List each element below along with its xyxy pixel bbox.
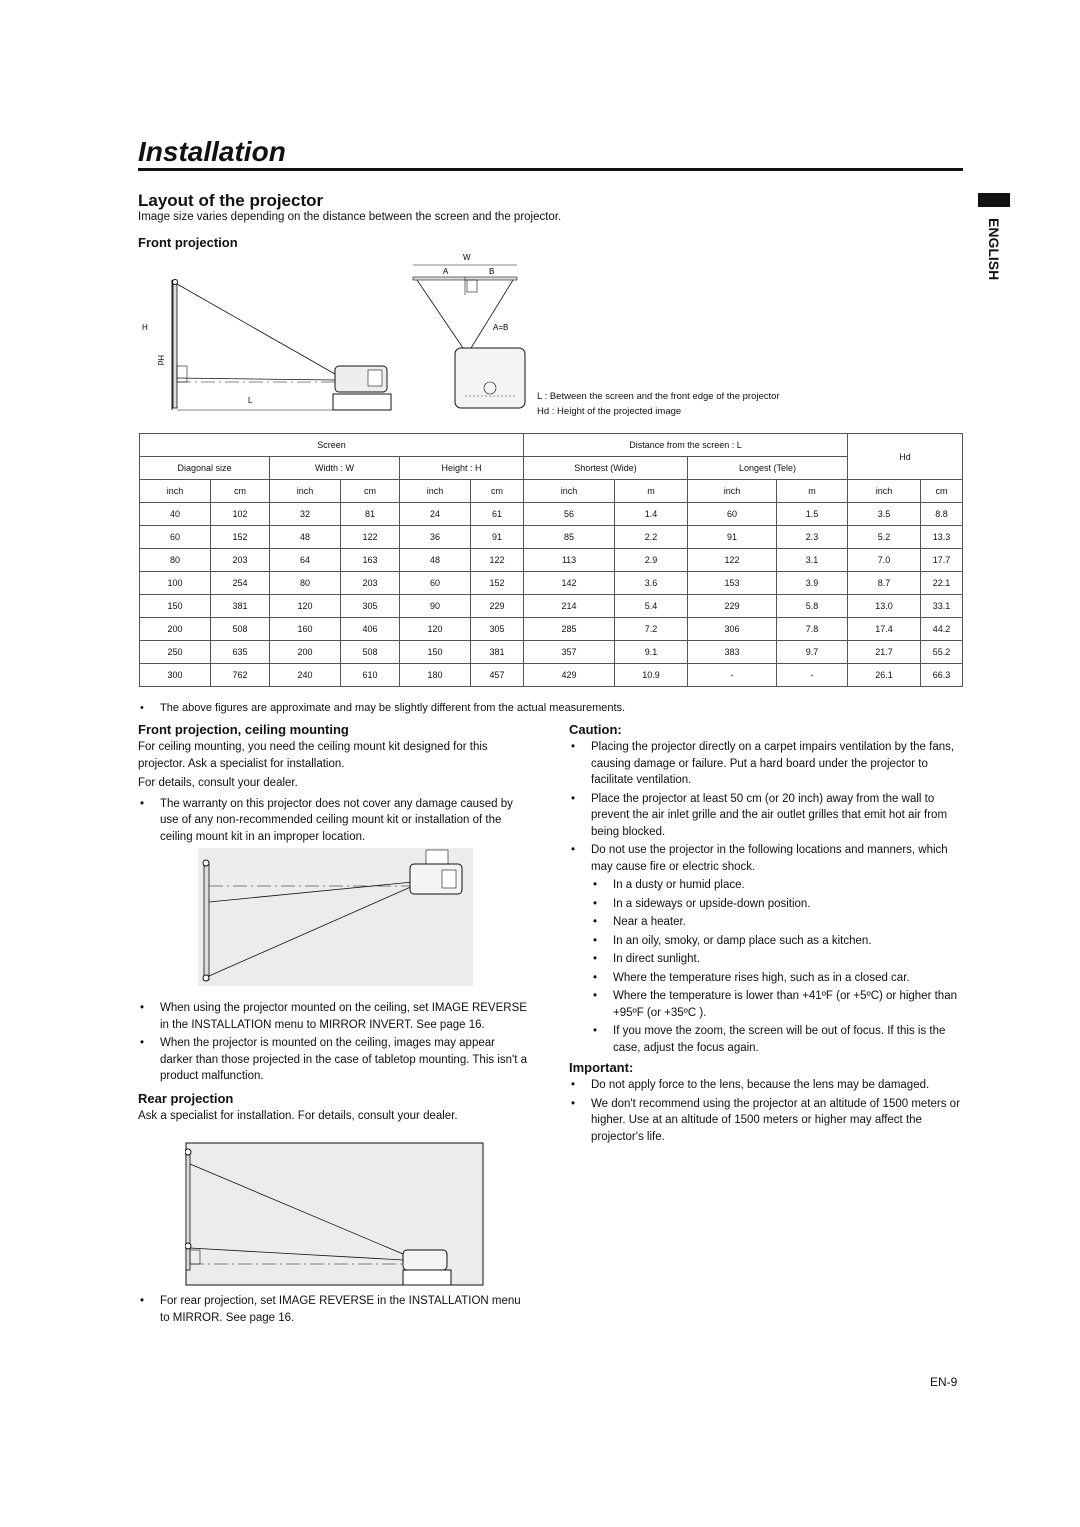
caution-text: Do not use the projector in the following locations and manners, which may cause fire or electric shock. — [591, 844, 948, 873]
table-cell: 142 — [524, 572, 615, 595]
table-cell: 203 — [211, 549, 270, 572]
ceiling-reverse-item — [138, 1000, 528, 1033]
caution-section — [569, 722, 964, 1145]
projection-distance-table — [139, 433, 963, 687]
important-text: We don't recommend using the projector at an altitude of 1500 meters or higher. Use at an altitude of 1500 meters or higher may affect the projector's life. — [591, 1097, 960, 1143]
table-cell: 5.8 — [777, 595, 848, 618]
table-cell: 762 — [211, 664, 270, 687]
location-item — [569, 933, 964, 950]
table-cell: 33.1 — [921, 595, 963, 618]
table-cell: 90 — [400, 595, 471, 618]
ceiling-bullets — [138, 1000, 528, 1124]
ceiling-warranty-item — [138, 796, 528, 846]
table-cell: 357 — [524, 641, 615, 664]
table-cell: 285 — [524, 618, 615, 641]
bullet: • — [593, 916, 598, 928]
units-row — [140, 480, 963, 503]
table-cell: 61 — [471, 503, 524, 526]
table-cell: 5.4 — [615, 595, 688, 618]
table-cell: 122 — [341, 526, 400, 549]
table-cell: 3.9 — [777, 572, 848, 595]
table-cell: 10.9 — [615, 664, 688, 687]
table-cell: 3.6 — [615, 572, 688, 595]
table-cell: 381 — [471, 641, 524, 664]
table-cell: 508 — [211, 618, 270, 641]
table-cell: 60 — [400, 572, 471, 595]
unit-cell: inch — [848, 480, 921, 503]
table-cell: 48 — [270, 526, 341, 549]
bullet: • — [571, 741, 576, 753]
label-l: L — [248, 396, 253, 405]
table-cell: 60 — [688, 503, 777, 526]
ceiling-reverse-text: When using the projector mounted on the ceiling, set IMAGE REVERSE in the INSTALLATION menu to MIRROR INVERT. See page 16. — [160, 1002, 527, 1031]
table-row — [140, 664, 963, 687]
bullet: • — [140, 1002, 145, 1014]
table-cell: 180 — [400, 664, 471, 687]
bullet: • — [140, 702, 144, 714]
table-cell: 3.1 — [777, 549, 848, 572]
header-distance: Distance from the screen : L — [524, 434, 848, 457]
bullet: • — [140, 797, 145, 810]
table-cell: 7.2 — [615, 618, 688, 641]
table-cell: 13.0 — [848, 595, 921, 618]
bullet: • — [593, 934, 598, 947]
table-cell: 122 — [471, 549, 524, 572]
bullet: • — [140, 1037, 145, 1049]
table-cell: 21.7 — [848, 641, 921, 664]
label-w: W — [463, 253, 471, 262]
header-width: Width : W — [270, 457, 400, 480]
table-cell: 150 — [400, 641, 471, 664]
bullet: • — [593, 990, 598, 1002]
bullet: • — [593, 953, 598, 965]
location-text: Where the temperature is lower than +41ºF (or +5ºC) or higher than +95ºF (or +35ºC ). — [613, 990, 957, 1019]
table-cell: - — [777, 664, 848, 687]
important-item — [569, 1096, 964, 1146]
table-row — [140, 641, 963, 664]
table-cell: 91 — [471, 526, 524, 549]
section-heading-layout: Layout of the projector — [138, 191, 324, 210]
location-item — [569, 914, 964, 931]
unit-cell: inch — [400, 480, 471, 503]
table-cell: 2.3 — [777, 526, 848, 549]
ceiling-p2: For details, consult your dealer. — [138, 777, 298, 789]
table-cell: 150 — [140, 595, 211, 618]
unit-cell: inch — [524, 480, 615, 503]
table-cell: 152 — [471, 572, 524, 595]
location-text: Near a heater. — [613, 916, 686, 928]
table-cell: 24 — [400, 503, 471, 526]
unit-cell: cm — [921, 480, 963, 503]
table-cell: 56 — [524, 503, 615, 526]
page-number: EN-9 — [930, 1375, 958, 1389]
location-item — [569, 951, 964, 968]
table-cell: 457 — [471, 664, 524, 687]
table-row — [140, 595, 963, 618]
front-projection-side-diagram — [130, 270, 400, 415]
unit-cell: inch — [688, 480, 777, 503]
page-title: Installation — [138, 136, 286, 167]
table-cell: 160 — [270, 618, 341, 641]
table-cell: 203 — [341, 572, 400, 595]
table-cell: 635 — [211, 641, 270, 664]
bullet: • — [571, 792, 576, 805]
table-cell: 91 — [688, 526, 777, 549]
table-cell: 66.3 — [921, 664, 963, 687]
table-cell: 122 — [688, 549, 777, 572]
language-label: ENGLISH — [986, 218, 1002, 281]
title-rule — [138, 168, 963, 171]
table-cell: 8.8 — [921, 503, 963, 526]
header-screen: Screen — [140, 434, 524, 457]
rear-bullet-block — [138, 1293, 528, 1326]
table-cell: 80 — [270, 572, 341, 595]
table-cell: 13.3 — [921, 526, 963, 549]
table-cell: 300 — [140, 664, 211, 687]
table-cell: 508 — [341, 641, 400, 664]
ceiling-warranty-text: The warranty on this projector does not cover any damage caused by use of any non-recommended ceiling mount kit or installation of the ceiling mount kit in an improper location. — [160, 797, 513, 843]
location-text: In a sideways or upside-down position. — [613, 897, 811, 910]
caution-text: Place the projector at least 50 cm (or 20 inch) away from the wall to prevent the air inlet grille and the air outlet grilles that emit hot air from being blocked. — [591, 792, 948, 838]
label-h: H — [142, 323, 148, 332]
table-cell: 22.1 — [921, 572, 963, 595]
unit-cell: m — [777, 480, 848, 503]
table-cell: 153 — [688, 572, 777, 595]
bullet: • — [571, 844, 576, 856]
label-a: A — [443, 267, 449, 276]
table-cell: 120 — [400, 618, 471, 641]
location-text: In direct sunlight. — [613, 953, 700, 965]
table-cell: 229 — [688, 595, 777, 618]
bullet: • — [593, 879, 598, 891]
table-row — [140, 549, 963, 572]
front-projection-top-diagram — [405, 250, 535, 412]
label-hd: Hd — [156, 355, 165, 366]
table-cell: 240 — [270, 664, 341, 687]
table-cell: 102 — [211, 503, 270, 526]
table-cell: 26.1 — [848, 664, 921, 687]
table-cell: 429 — [524, 664, 615, 687]
language-tab-marker — [978, 193, 1010, 207]
unit-cell: cm — [471, 480, 524, 503]
ceiling-mount-diagram — [198, 848, 473, 988]
caution-item — [569, 842, 964, 875]
rear-item — [138, 1293, 528, 1326]
bullet: • — [593, 1025, 598, 1037]
table-cell: 44.2 — [921, 618, 963, 641]
table-cell: - — [688, 664, 777, 687]
table-cell: 2.2 — [615, 526, 688, 549]
unit-cell: m — [615, 480, 688, 503]
header-longest: Longest (Tele) — [688, 457, 848, 480]
bullet: • — [571, 1097, 576, 1110]
ceiling-darker-text: When the projector is mounted on the ceiling, images may appear darker than those projected in the case of tabletop mounting. This isn't a product malfunction. — [160, 1037, 528, 1082]
table-row — [140, 526, 963, 549]
table-cell: 306 — [688, 618, 777, 641]
location-item — [569, 970, 964, 987]
table-cell: 64 — [270, 549, 341, 572]
table-cell: 1.4 — [615, 503, 688, 526]
rear-text: For rear projection, set IMAGE REVERSE in the INSTALLATION menu to MIRROR. See page 16. — [160, 1295, 521, 1324]
table-cell: 610 — [341, 664, 400, 687]
table-cell: 17.4 — [848, 618, 921, 641]
header-height: Height : H — [400, 457, 524, 480]
unit-cell: inch — [270, 480, 341, 503]
focus-text: If you move the zoom, the screen will be out of focus. If this is the case, adjust the focus again. — [613, 1025, 946, 1054]
rear-p1: Ask a specialist for installation. For details, consult your dealer. — [138, 1109, 458, 1122]
table-cell: 40 — [140, 503, 211, 526]
label-b: B — [489, 267, 495, 276]
header-diagonal: Diagonal size — [140, 457, 270, 480]
table-cell: 3.5 — [848, 503, 921, 526]
table-cell: 113 — [524, 549, 615, 572]
label-ab: A=B — [493, 323, 509, 332]
ceiling-heading: Front projection, ceiling mounting — [138, 722, 349, 737]
rear-projection-diagram — [185, 1142, 485, 1287]
table-cell: 9.7 — [777, 641, 848, 664]
table-cell: 17.7 — [921, 549, 963, 572]
table-cell: 100 — [140, 572, 211, 595]
location-text: In an oily, smoky, or damp place such as a kitchen. — [613, 934, 872, 947]
table-row — [140, 572, 963, 595]
focus-item — [569, 1023, 964, 1056]
table-cell: 163 — [341, 549, 400, 572]
caution-heading: Caution: — [569, 722, 622, 737]
bullet: • — [571, 1079, 576, 1091]
table-cell: 1.5 — [777, 503, 848, 526]
header-hd: Hd — [848, 434, 963, 480]
caution-text: Placing the projector directly on a carpet impairs ventilation by the fans, causing damage or failure. Put a hard board under the projector to facilitate ventilation. — [591, 741, 955, 786]
table-cell: 120 — [270, 595, 341, 618]
table-cell: 305 — [341, 595, 400, 618]
unit-cell: inch — [140, 480, 211, 503]
table-cell: 2.9 — [615, 549, 688, 572]
table-cell: 406 — [341, 618, 400, 641]
caution-item — [569, 791, 964, 841]
table-note-text: The above figures are approximate and may be slightly different from the actual measurements. — [160, 702, 626, 714]
table-row — [140, 503, 963, 526]
table-cell: 81 — [341, 503, 400, 526]
table-cell: 5.2 — [848, 526, 921, 549]
ceiling-p1: For ceiling mounting, you need the ceiling mount kit designed for this projector. Ask a specialist for installation. — [138, 741, 488, 770]
table-cell: 7.0 — [848, 549, 921, 572]
unit-cell: cm — [211, 480, 270, 503]
table-cell: 250 — [140, 641, 211, 664]
location-text: Where the temperature rises high, such as in a closed car. — [613, 971, 910, 984]
legend-l: L : Between the screen and the front edge of the projector — [537, 391, 780, 402]
table-cell: 32 — [270, 503, 341, 526]
important-text: Do not apply force to the lens, because the lens may be damaged. — [591, 1079, 930, 1091]
table-cell: 9.1 — [615, 641, 688, 664]
table-cell: 305 — [471, 618, 524, 641]
legend-hd: Hd : Height of the projected image — [537, 406, 682, 417]
table-cell: 229 — [471, 595, 524, 618]
table-cell: 85 — [524, 526, 615, 549]
table-cell: 55.2 — [921, 641, 963, 664]
location-item — [569, 988, 964, 1021]
unit-cell: cm — [341, 480, 400, 503]
header-shortest: Shortest (Wide) — [524, 457, 688, 480]
rear-heading: Rear projection — [138, 1090, 234, 1106]
table-cell: 60 — [140, 526, 211, 549]
table-cell: 36 — [400, 526, 471, 549]
table-cell: 80 — [140, 549, 211, 572]
language-tab — [966, 218, 1010, 294]
table-cell: 48 — [400, 549, 471, 572]
table-cell: 383 — [688, 641, 777, 664]
table-row — [140, 618, 963, 641]
ceiling-darker-item — [138, 1035, 528, 1085]
table-cell: 152 — [211, 526, 270, 549]
ceiling-section — [138, 722, 528, 845]
table-cell: 8.7 — [848, 572, 921, 595]
important-item — [569, 1077, 964, 1094]
bullet: • — [593, 971, 598, 984]
location-item — [569, 896, 964, 913]
table-cell: 254 — [211, 572, 270, 595]
table-note — [138, 700, 740, 717]
bullet: • — [140, 1295, 145, 1307]
table-cell: 200 — [270, 641, 341, 664]
important-heading: Important: — [569, 1060, 634, 1075]
table-cell: 200 — [140, 618, 211, 641]
caution-item — [569, 739, 964, 789]
location-item — [569, 877, 964, 894]
layout-intro: Image size varies depending on the distance between the screen and the projector. — [138, 211, 562, 223]
bullet: • — [593, 897, 598, 910]
table-cell: 214 — [524, 595, 615, 618]
table-cell: 7.8 — [777, 618, 848, 641]
table-cell: 381 — [211, 595, 270, 618]
location-text: In a dusty or humid place. — [613, 879, 745, 891]
front-projection-heading: Front projection — [138, 235, 238, 250]
